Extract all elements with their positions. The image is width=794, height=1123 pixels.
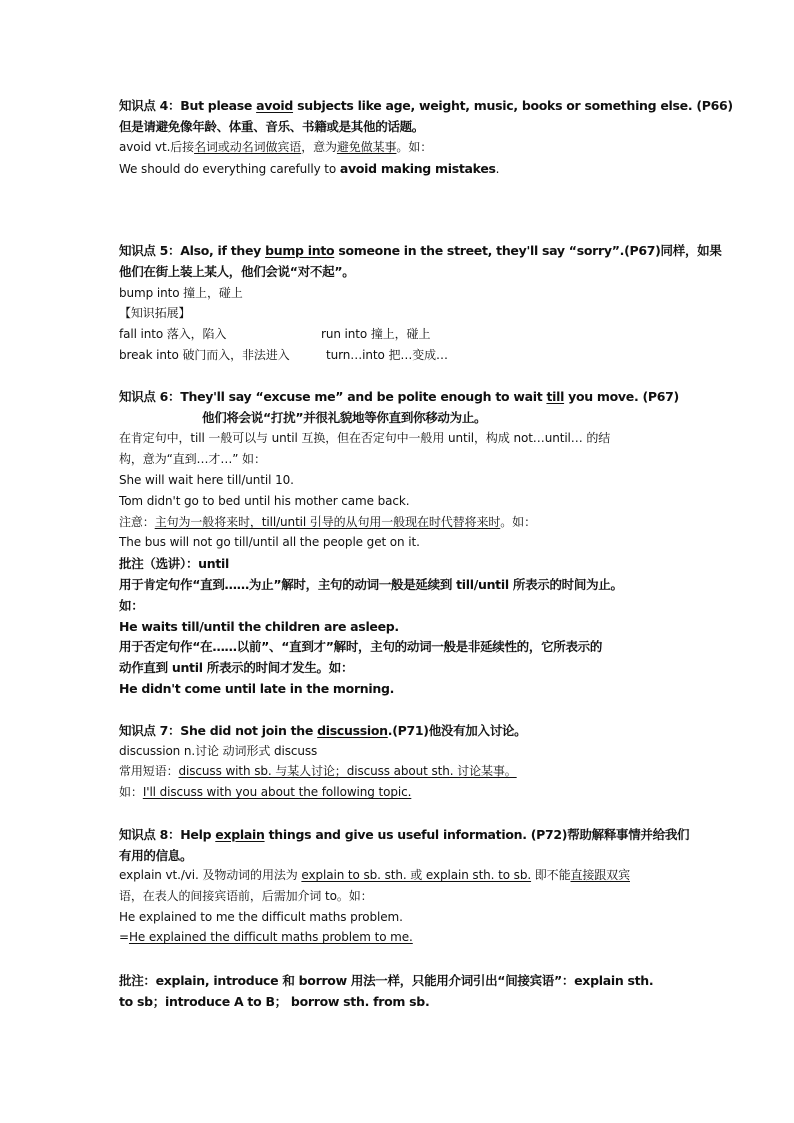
k5-phrase-break-into: break into 破门而入，非法进入 — [119, 348, 290, 362]
k5-meaning: bump into 撞上，碰上 — [119, 286, 243, 300]
k7-example: 如：I'll discuss with you about the following topic. — [119, 785, 412, 799]
k6-note: 注意：主句为一般将来时，till/until 引导的从句用一般现在时代替将来时。如： — [119, 515, 536, 529]
k6-heading: 知识点 6：They'll say “excuse me” and be polite enough to wait till you move. (P67) — [119, 389, 679, 404]
k4-example: We should do everything carefully to avoid making mistakes. — [119, 161, 500, 176]
k6-remark-example-2: He didn't come until late in the morning. — [119, 681, 395, 696]
k6-example-3: The bus will not go till/until all the people get on it. — [119, 535, 420, 549]
k8-example-1: He explained to me the difficult maths problem. — [119, 910, 403, 924]
k8-usage-2: 语，在表人的间接宾语前，后需加介词 to。如： — [119, 889, 373, 903]
k8-heading: 知识点 8：Help explain things and give us useful information. (P72)帮助解释事情并给我们 — [119, 827, 690, 842]
k4-translation: 但是请避免像年龄、体重、音乐、书籍或是其他的话题。 — [119, 119, 425, 134]
k6-explanation-1: 在肯定句中，till 一般可以与 until 互换，但在否定句中一般用 until，构成 not…until… 的结 — [119, 431, 611, 445]
k8-translation: 有用的信息。 — [119, 848, 193, 863]
k6-example-1: She will wait here till/until 10. — [119, 473, 294, 487]
k7-phrases: 常用短语：discuss with sb. 与某人讨论；discuss about sth. 讨论某事。 — [119, 764, 517, 778]
k6-remark-title: 批注（选讲）：until — [119, 556, 229, 571]
note-line-1: 批注：explain, introduce 和 borrow 用法一样，只能用介词引出“间接宾语”：explain sth. — [119, 973, 654, 988]
k5-phrase-fall-into: fall into 落入，陷入 — [119, 327, 227, 341]
k7-heading: 知识点 7：She did not join the discussion.(P71)他没有加入讨论。 — [119, 723, 527, 738]
k5-phrase-turn-into: turn…into 把…变成… — [326, 348, 448, 362]
k5-translation: 他们在街上装上某人，他们会说“对不起”。 — [119, 264, 355, 279]
k6-remark-4: 动作直到 until 所表示的时间才发生。如： — [119, 660, 354, 675]
k4-heading: 知识点 4：But please avoid subjects like age, weight, music, books or something else. (P66) — [119, 98, 733, 113]
k6-explanation-2: 构，意为“直到…才…” 如： — [119, 452, 266, 466]
k6-example-2: Tom didn't go to bed until his mother came back. — [119, 494, 410, 508]
k6-remark-1: 用于肯定句作“直到……为止”解时，主句的动词一般是延续到 till/until 所表示的时间为止。 — [119, 577, 623, 592]
k6-remark-2: 如： — [119, 598, 144, 613]
k6-remark-example-1: He waits till/until the children are asleep. — [119, 619, 399, 634]
k8-usage-1: explain vt./vi. 及物动词的用法为 explain to sb. sth. 或 explain sth. to sb. 即不能直接跟双宾 — [119, 868, 630, 882]
k6-remark-3: 用于否定句作“在……以前”、“直到才”解时，主句的动词一般是非延续性的，它所表示的 — [119, 639, 603, 654]
k7-meaning: discussion n.讨论 动词形式 discuss — [119, 744, 318, 758]
k4-usage: avoid vt.后接名词或动名词做宾语，意为避免做某事。如： — [119, 140, 433, 154]
k6-translation: 他们将会说“打扰”并很礼貌地等你直到你移动为止。 — [202, 410, 487, 425]
k5-expansion-label: 【知识拓展】 — [119, 306, 191, 320]
note-line-2: to sb；introduce A to B； borrow sth. from sb. — [119, 994, 430, 1009]
k8-example-2: =He explained the difficult maths problem to me. — [119, 930, 413, 944]
k5-phrase-run-into: run into 撞上，碰上 — [321, 327, 431, 341]
k5-heading: 知识点 5：Also, if they bump into someone in the street, they'll say “sorry”.(P67)同样，如果 — [119, 243, 722, 258]
